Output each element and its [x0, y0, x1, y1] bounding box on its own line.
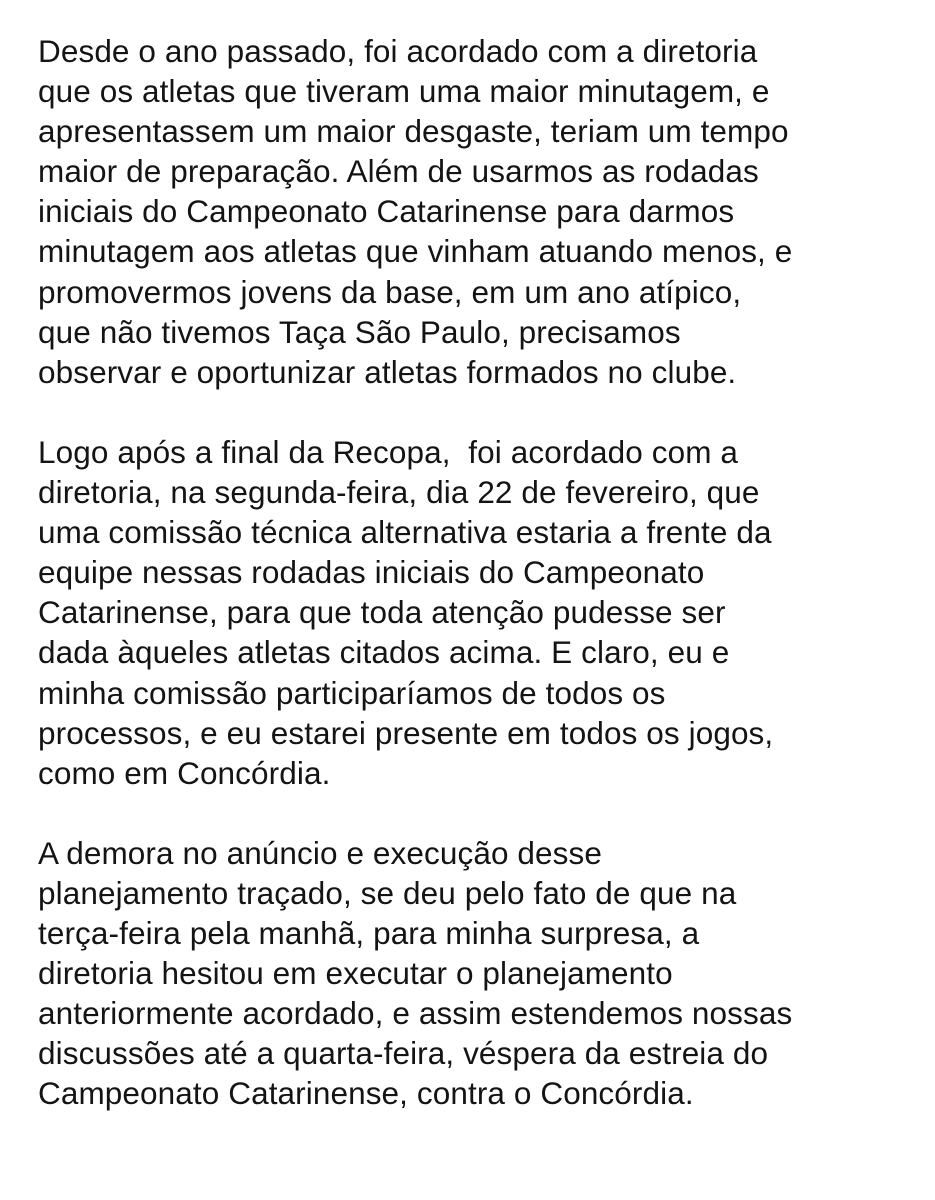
text-line: Desde o ano passado, foi acordado com a diretoria	[38, 33, 758, 69]
text-line: promovermos jovens da base, em um ano atípico,	[38, 273, 742, 310]
text-line: terça-feira pela manhã, para minha surpresa, a	[38, 915, 700, 952]
text-line: Catarinense, para que toda atenção pudesse ser	[38, 594, 726, 631]
text-line: Logo após a final da Recopa, foi acordado com a	[38, 433, 739, 470]
text-line: equipe nessas rodadas iniciais do Campeonato	[38, 554, 705, 591]
text-line: maior de preparação. Além de usarmos as rodadas	[38, 153, 759, 190]
text-line: diretoria, na segunda-feira, dia 22 de fevereiro, que	[38, 474, 760, 511]
note-body	[38, 31, 928, 1114]
text-line: planejamento traçado, se deu pelo fato de que na	[38, 874, 737, 911]
text-line: iniciais do Campeonato Catarinense para darmos	[38, 193, 735, 230]
text-line: apresentassem um maior desgaste, teriam um tempo	[38, 113, 789, 150]
text-line: anteriormente acordado, e assim estendemos nossas	[38, 995, 793, 1032]
text-line: que não tivemos Taça São Paulo, precisamos	[38, 313, 681, 350]
text-line: que os atletas que tiveram uma maior minutagem, e	[38, 73, 770, 110]
text-line: minutagem aos atletas que vinham atuando menos, e	[38, 233, 793, 270]
text-line: discussões até a quarta-feira, véspera da estreia do	[38, 1035, 769, 1072]
text-line: processos, e eu estarei presente em todos os jogos,	[38, 714, 774, 751]
text-line: diretoria hesitou em executar o planejamento	[38, 955, 673, 992]
text-line: A demora no anúncio e execução desse	[38, 834, 602, 871]
text-line: dada àqueles atletas citados acima. E claro, eu e	[38, 634, 730, 671]
paragraph-2	[38, 432, 928, 793]
text-line: observar e oportunizar atletas formados no clube.	[38, 353, 737, 390]
text-line: uma comissão técnica alternativa estaria a frente da	[38, 514, 772, 551]
text-line: como em Concórdia.	[38, 754, 331, 791]
paragraph-1	[38, 31, 928, 392]
text-line: Campeonato Catarinense, contra o Concórdia.	[38, 1075, 694, 1112]
paragraph-3	[38, 833, 928, 1114]
text-line: minha comissão participaríamos de todos os	[38, 674, 666, 711]
